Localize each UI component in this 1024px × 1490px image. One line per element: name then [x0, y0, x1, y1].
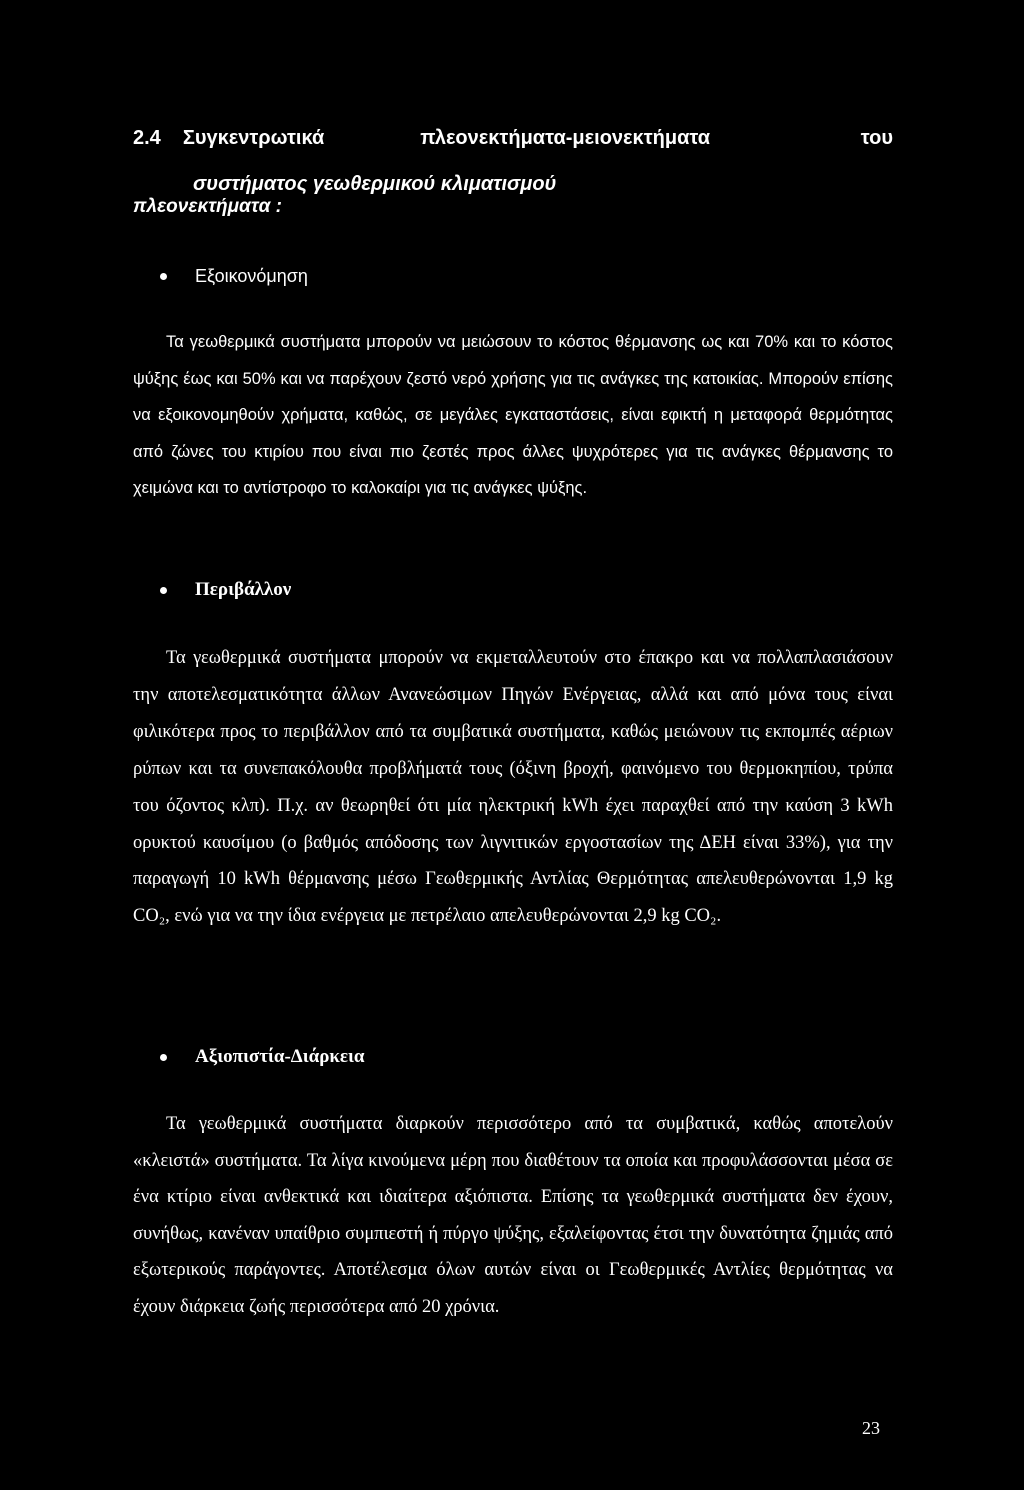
heading-word-2: πλεονεκτήματα-μειονεκτήματα [420, 127, 711, 149]
bullet-savings [160, 266, 308, 287]
bullet-dot-icon [160, 273, 167, 280]
bullet-title: Αξιοπιστία-Διάρκεια [195, 1046, 365, 1067]
heading-line-2: συστήματος γεωθερμικού κλιματισμού [193, 173, 557, 195]
bullet-environment [160, 579, 291, 601]
bullet-dot-icon [160, 587, 167, 594]
paragraph-environment: Τα γεωθερμικά συστήματα μπορούν να εκμεταλλευτούν στο έπακρο και να πολλαπλασιάσουν την αποτελεσματικότητα άλλων Ανανεώσιμων Πηγών Ενέργειας, αλλά και από μόνα τους είναι φιλικότερα προς το περιβάλλον από τα συμβατικά συστήματα, καθώς μειώνουν τις εκπομπές αέριων ρύπων και τα συνεπακόλουθα προβλήματά τους (όξινη βροχή, φαινόμενο του θερμοκηπίου, τρύπα του όζοντος κλπ). Π.χ. αν θεωρηθεί ότι μία ηλεκτρική kWh έχει παραχθεί από την καύση 3 kWh ορυκτού καυσίμου (ο βαθμός απόδοσης των λιγνιτικών εργοστασίων της ΔΕΗ είναι 33%), για την παραγωγή 10 kWh θέρμανσης μέσω Γεωθερμικής Αντλίας Θερμότητας απελευθερώνονται 1,9 kg CO₂, ενώ για να την ίδια ενέργεια με πετρέλαιο απελευθερώνονται 2,9 kg CO₂. [133, 648, 893, 927]
advantages-label: πλεονεκτήματα : [133, 196, 282, 217]
bullet-reliability [160, 1046, 365, 1068]
bullet-title: Εξοικονόμηση [195, 266, 308, 286]
page-number: 23 [862, 1418, 880, 1438]
heading-word-1: Συγκεντρωτικά [182, 127, 325, 149]
section-heading [133, 113, 893, 209]
bullet-title: Περιβάλλον [195, 579, 292, 600]
bullet-dot-icon [160, 1054, 167, 1061]
paragraph-reliability: Τα γεωθερμικά συστήματα διαρκούν περισσότερο από τα συμβατικά, καθώς αποτελούν «κλειστά» συστήματα. Τα λίγα κινούμενα μέρη που διαθέτουν τα οποία και προφυλάσσονται μέσα σε ένα κτίριο είναι ανθεκτικά και ιδιαίτερα αξιόπιστα. Επίσης τα γεωθερμικά συστήματα δεν έχουν, συνήθως, κανέναν υπαίθριο συμπιεστή ή πύργο ψύξης, εξαλείφοντας έτσι την δυνατότητα ζημιάς από εξωτερικούς παράγοντες. Αποτέλεσμα όλων αυτών είναι οι Γεωθερμικές Αντλίες θερμότητας να έχουν διάρκεια ζωής περισσότερα από 20 χρόνια. [133, 1114, 893, 1317]
heading-word-3: του [860, 127, 893, 149]
paragraph-savings: Τα γεωθερμικά συστήματα μπορούν να μειώσουν το κόστος θέρμανσης ως και 70% και το κόστος ψύξης έως και 50% και να παρέχουν ζεστό νερό χρήσης για τις ανάγκες της κατοικίας. Μπορούν επίσης να εξοικονομηθούν χρήματα, καθώς, σε μεγάλες εγκαταστάσεις, είναι εφικτή η μεταφορά θερμότητας από ζώνες του κτιρίου που είναι πιο ζεστές προς άλλες ψυχρότερες για τις ανάγκες θέρμανσης το χειμώνα και το αντίστροφο το καλοκαίρι για τις ανάγκες ψύξης. [133, 333, 893, 497]
section-number: 2.4 [133, 127, 161, 149]
